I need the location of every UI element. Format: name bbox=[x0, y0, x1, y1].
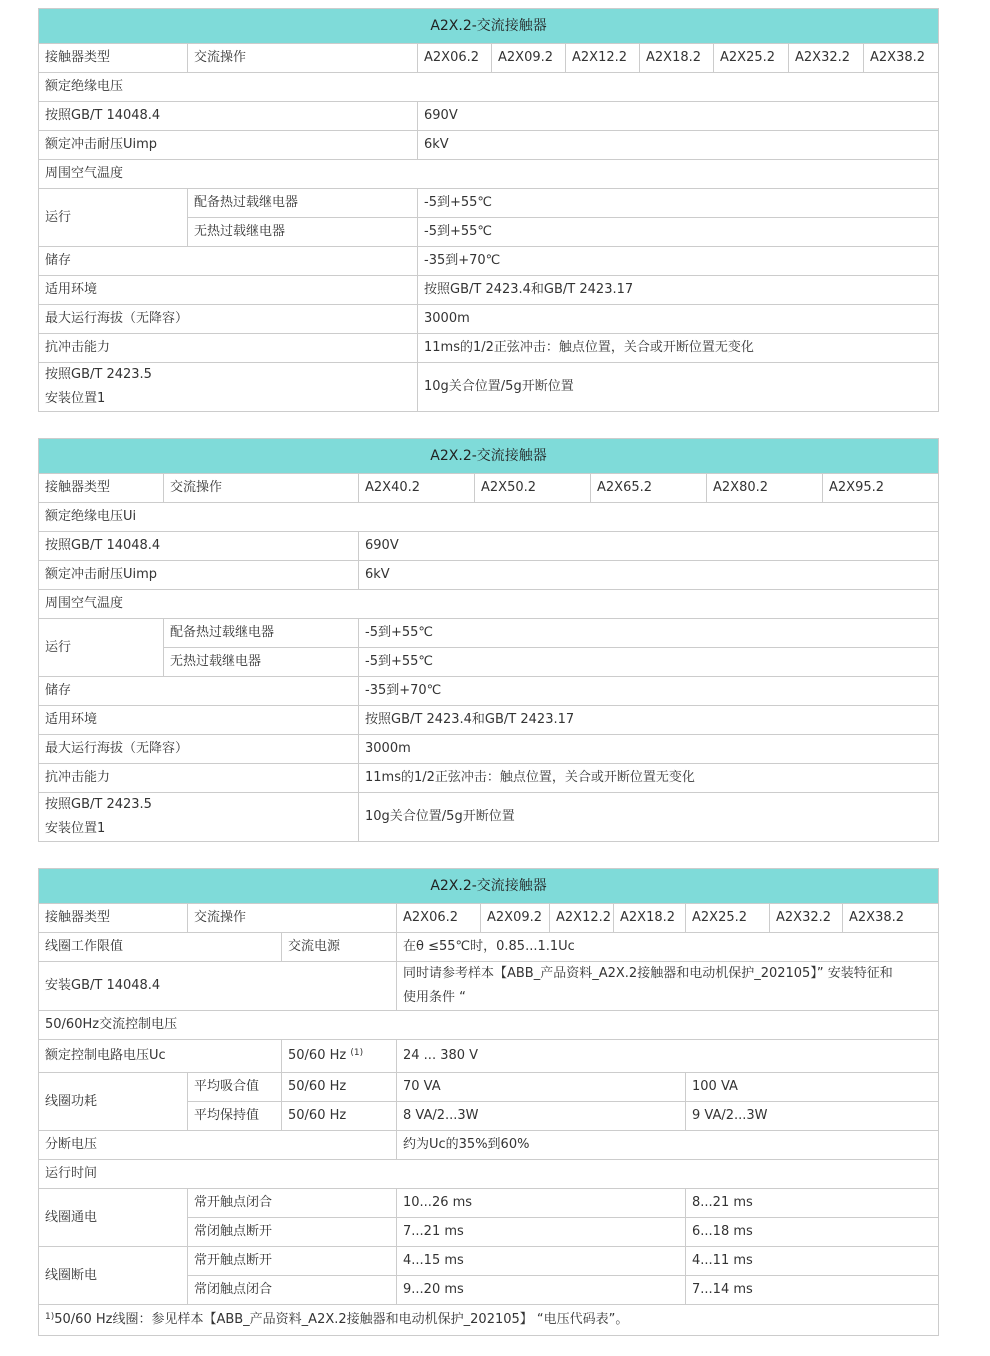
impulse-label: 额定冲击耐压Uimp bbox=[39, 131, 418, 160]
model-cell: A2X40.2 bbox=[359, 474, 475, 503]
impulse-value: 6kV bbox=[418, 131, 939, 160]
model-cell: A2X18.2 bbox=[614, 904, 686, 933]
model-cell: A2X80.2 bbox=[707, 474, 823, 503]
power-label: 线圈功耗 bbox=[39, 1073, 188, 1131]
table-row bbox=[39, 962, 939, 1011]
table-row bbox=[39, 619, 939, 648]
uc-label: 额定控制电路电压Uc bbox=[39, 1040, 282, 1073]
spec-table-1 bbox=[38, 8, 939, 412]
time-label: 运行时间 bbox=[39, 1160, 939, 1189]
std-label: 按照GB/T 14048.4 bbox=[39, 532, 359, 561]
shock-std-line2: 安装位置1 bbox=[45, 821, 106, 836]
install-label: 安装GB/T 14048.4 bbox=[39, 962, 397, 1011]
ac-voltage-label: 50/60Hz交流控制电压 bbox=[39, 1011, 939, 1040]
table-row bbox=[39, 1131, 939, 1160]
uc-freq-cell bbox=[282, 1040, 397, 1073]
table-title: A2X.2-交流接触器 bbox=[39, 9, 939, 44]
env-value: 按照GB/T 2423.4和GB/T 2423.17 bbox=[359, 706, 939, 735]
table-row bbox=[39, 189, 939, 218]
limit-source: 交流电源 bbox=[282, 933, 397, 962]
table-row bbox=[39, 933, 939, 962]
ambient-label: 周围空气温度 bbox=[39, 160, 939, 189]
shock-std-line1: 按照GB/T 2423.5 bbox=[45, 797, 152, 812]
pull-freq: 50/60 Hz bbox=[282, 1073, 397, 1102]
type-label: 接触器类型 bbox=[39, 904, 188, 933]
model-cell: A2X95.2 bbox=[823, 474, 939, 503]
std-label: 按照GB/T 14048.4 bbox=[39, 102, 418, 131]
drop-value: 约为Uc的35%到60% bbox=[397, 1131, 939, 1160]
table-row bbox=[39, 677, 939, 706]
env-label: 适用环境 bbox=[39, 276, 418, 305]
table-row bbox=[39, 706, 939, 735]
shock-std-line2: 安装位置1 bbox=[45, 391, 106, 406]
table-row bbox=[39, 590, 939, 619]
with-relay-label: 配备热过载继电器 bbox=[164, 619, 359, 648]
no-close-a: 10...26 ms bbox=[397, 1189, 686, 1218]
env-label: 适用环境 bbox=[39, 706, 359, 735]
footnote bbox=[39, 1305, 939, 1336]
table-row bbox=[39, 363, 939, 412]
with-relay-value: -5到+55℃ bbox=[359, 619, 939, 648]
run-label: 运行 bbox=[39, 619, 164, 677]
table-row bbox=[39, 1247, 939, 1276]
table-row bbox=[39, 305, 939, 334]
std-value: 690V bbox=[418, 102, 939, 131]
shock-std-line1: 按照GB/T 2423.5 bbox=[45, 367, 152, 382]
no-open-b: 4...11 ms bbox=[686, 1247, 939, 1276]
hold-freq: 50/60 Hz bbox=[282, 1102, 397, 1131]
pull-label: 平均吸合值 bbox=[188, 1073, 282, 1102]
footnote-mark: 1) bbox=[45, 1312, 55, 1322]
type-label: 接触器类型 bbox=[39, 474, 164, 503]
altitude-label: 最大运行海拔（无降容） bbox=[39, 735, 359, 764]
without-relay-value: -5到+55℃ bbox=[418, 218, 939, 247]
hold-value-a: 8 VA/2...3W bbox=[397, 1102, 686, 1131]
table-row bbox=[39, 503, 939, 532]
table-row bbox=[39, 1040, 939, 1073]
shock-label: 抗冲击能力 bbox=[39, 334, 418, 363]
altitude-value: 3000m bbox=[418, 305, 939, 334]
model-cell: A2X09.2 bbox=[481, 904, 550, 933]
table-row bbox=[39, 793, 939, 842]
altitude-label: 最大运行海拔（无降容） bbox=[39, 305, 418, 334]
shock-std-value: 10g关合位置/5g开断位置 bbox=[359, 793, 939, 842]
model-cell: A2X50.2 bbox=[475, 474, 591, 503]
shock-std-label bbox=[39, 363, 418, 412]
model-cell: A2X25.2 bbox=[714, 44, 789, 73]
spec-table-2 bbox=[38, 438, 939, 842]
op-label: 交流操作 bbox=[188, 904, 397, 933]
limit-value: 在θ ≤55℃时，0.85...1.1Uc bbox=[397, 933, 939, 962]
table-row bbox=[39, 474, 939, 503]
table-row bbox=[39, 764, 939, 793]
shock-label: 抗冲击能力 bbox=[39, 764, 359, 793]
table-title: A2X.2-交流接触器 bbox=[39, 869, 939, 904]
shock-value: 11ms的1/2正弦冲击：触点位置，关合或开断位置无变化 bbox=[359, 764, 939, 793]
no-close-b: 8...21 ms bbox=[686, 1189, 939, 1218]
table-row bbox=[39, 904, 939, 933]
table-row bbox=[39, 1189, 939, 1218]
env-value: 按照GB/T 2423.4和GB/T 2423.17 bbox=[418, 276, 939, 305]
op-label: 交流操作 bbox=[188, 44, 418, 73]
model-cell: A2X65.2 bbox=[591, 474, 707, 503]
nc-close-a: 9...20 ms bbox=[397, 1276, 686, 1305]
model-cell: A2X38.2 bbox=[864, 44, 939, 73]
nc-close-b: 7...14 ms bbox=[686, 1276, 939, 1305]
table-row bbox=[39, 1011, 939, 1040]
insulation-label: 额定绝缘电压 bbox=[39, 73, 939, 102]
type-label: 接触器类型 bbox=[39, 44, 188, 73]
insulation-label: 额定绝缘电压Ui bbox=[39, 503, 939, 532]
without-relay-label: 无热过载继电器 bbox=[188, 218, 418, 247]
no-open-a: 4...15 ms bbox=[397, 1247, 686, 1276]
without-relay-label: 无热过载继电器 bbox=[164, 648, 359, 677]
table-row bbox=[39, 1305, 939, 1336]
model-cell: A2X25.2 bbox=[686, 904, 770, 933]
table-row bbox=[39, 160, 939, 189]
model-cell: A2X12.2 bbox=[550, 904, 614, 933]
table-row bbox=[39, 131, 939, 160]
model-cell: A2X32.2 bbox=[789, 44, 864, 73]
table-row bbox=[39, 1073, 939, 1102]
nc-open-label: 常闭触点断开 bbox=[188, 1218, 397, 1247]
with-relay-label: 配备热过载继电器 bbox=[188, 189, 418, 218]
run-label: 运行 bbox=[39, 189, 188, 247]
table-row bbox=[39, 648, 939, 677]
storage-value: -35到+70℃ bbox=[359, 677, 939, 706]
op-label: 交流操作 bbox=[164, 474, 359, 503]
shock-std-label bbox=[39, 793, 359, 842]
shock-std-value: 10g关合位置/5g开断位置 bbox=[418, 363, 939, 412]
install-note bbox=[397, 962, 939, 1011]
table-row bbox=[39, 247, 939, 276]
model-cell: A2X38.2 bbox=[843, 904, 939, 933]
pull-value-b: 100 VA bbox=[686, 1073, 939, 1102]
model-cell: A2X06.2 bbox=[418, 44, 492, 73]
table-row bbox=[39, 1160, 939, 1189]
table-row bbox=[39, 73, 939, 102]
storage-label: 储存 bbox=[39, 247, 418, 276]
table-row bbox=[39, 561, 939, 590]
nc-open-b: 6...18 ms bbox=[686, 1218, 939, 1247]
limit-label: 线圈工作限值 bbox=[39, 933, 282, 962]
install-note-line2: 使用条件 “ bbox=[403, 990, 466, 1005]
uc-freq: 50/60 Hz bbox=[288, 1048, 347, 1063]
altitude-value: 3000m bbox=[359, 735, 939, 764]
nc-close-label: 常闭触点闭合 bbox=[188, 1276, 397, 1305]
table-row bbox=[39, 735, 939, 764]
storage-value: -35到+70℃ bbox=[418, 247, 939, 276]
table-row bbox=[39, 276, 939, 305]
no-open-label: 常开触点断开 bbox=[188, 1247, 397, 1276]
nc-open-a: 7...21 ms bbox=[397, 1218, 686, 1247]
model-cell: A2X09.2 bbox=[492, 44, 566, 73]
hold-value-b: 9 VA/2...3W bbox=[686, 1102, 939, 1131]
without-relay-value: -5到+55℃ bbox=[359, 648, 939, 677]
model-cell: A2X18.2 bbox=[640, 44, 714, 73]
table-row bbox=[39, 102, 939, 131]
ambient-label: 周围空气温度 bbox=[39, 590, 939, 619]
drop-label: 分断电压 bbox=[39, 1131, 397, 1160]
hold-label: 平均保持值 bbox=[188, 1102, 282, 1131]
model-cell: A2X06.2 bbox=[397, 904, 481, 933]
uc-value: 24 ... 380 V bbox=[397, 1040, 939, 1073]
coil-table bbox=[38, 868, 939, 1336]
impulse-label: 额定冲击耐压Uimp bbox=[39, 561, 359, 590]
table-title: A2X.2-交流接触器 bbox=[39, 439, 939, 474]
install-note-line1: 同时请参考样本【ABB_产品资料_A2X.2接触器和电动机保护_202105】” 安装特征和 bbox=[403, 966, 893, 981]
model-cell: A2X32.2 bbox=[770, 904, 843, 933]
footnote-text: 50/60 Hz线圈：参见样本【ABB_产品资料_A2X.2接触器和电动机保护_202105】 “电压代码表”。 bbox=[54, 1312, 629, 1327]
no-close-label: 常开触点闭合 bbox=[188, 1189, 397, 1218]
table-row bbox=[39, 334, 939, 363]
storage-label: 储存 bbox=[39, 677, 359, 706]
deenergize-label: 线圈断电 bbox=[39, 1247, 188, 1305]
energize-label: 线圈通电 bbox=[39, 1189, 188, 1247]
shock-value: 11ms的1/2正弦冲击：触点位置，关合或开断位置无变化 bbox=[418, 334, 939, 363]
model-cell: A2X12.2 bbox=[566, 44, 640, 73]
footnote-ref: (1) bbox=[350, 1048, 364, 1058]
pull-value-a: 70 VA bbox=[397, 1073, 686, 1102]
table-row bbox=[39, 532, 939, 561]
std-value: 690V bbox=[359, 532, 939, 561]
with-relay-value: -5到+55℃ bbox=[418, 189, 939, 218]
table-row bbox=[39, 44, 939, 73]
impulse-value: 6kV bbox=[359, 561, 939, 590]
